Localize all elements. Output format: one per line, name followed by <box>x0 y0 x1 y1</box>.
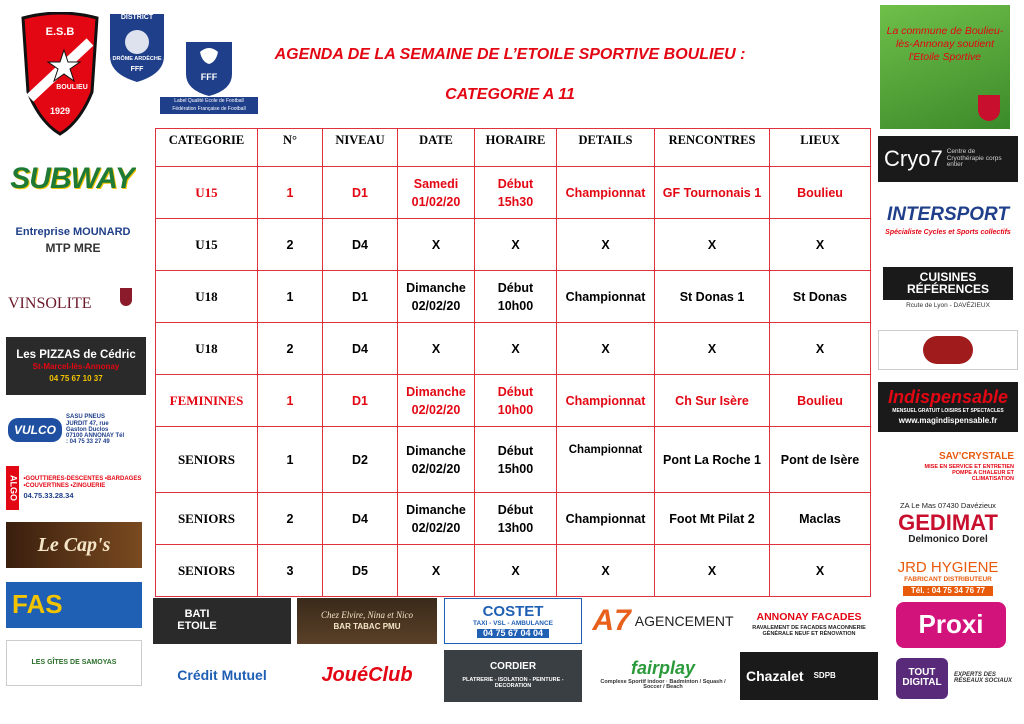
cell-rencontre: X <box>655 219 770 271</box>
cell-rencontre: Pont La Roche 1 <box>655 427 770 493</box>
sponsor-a7 <box>592 598 734 644</box>
subway-logo-text: SUBWAY <box>10 162 134 196</box>
cell-numero: 3 <box>258 545 323 597</box>
cell-horaire-value: 10h00 <box>497 298 534 313</box>
cell-horaire-label: Début <box>497 443 534 458</box>
club-badge-year: 1929 <box>49 106 71 116</box>
sdpb-text: SDPB <box>813 670 836 680</box>
district-badge <box>108 12 166 84</box>
vulco-info: SASU PNEUS JURDIT 47, rue Gaston Duclos 07100 ANNONAY Tél : 04 75 33 27 49 <box>66 414 125 446</box>
cell-date: X <box>398 323 475 375</box>
cell-lieu: X <box>770 219 871 271</box>
cell-horaire <box>475 271 557 323</box>
commune-sponsor <box>880 5 1010 129</box>
table-row <box>156 427 871 493</box>
algo-tel: 04.75.33.28.34 <box>23 490 74 500</box>
vulco-logo: VULCO <box>8 418 62 443</box>
cell-details: Championnat <box>557 375 655 427</box>
sponsor-gedimat <box>878 498 1018 550</box>
gedimat-top: ZA Le Mas 07430 Davézieux <box>900 501 996 511</box>
mounard-title: Entreprise MOUNARD <box>15 225 131 238</box>
chez-elvire-text: Chez Elvire, Nina et Nico <box>321 609 413 620</box>
cell-date <box>398 167 475 219</box>
wine-glass-icon <box>120 288 132 306</box>
cell-categorie: SENIORS <box>156 427 258 493</box>
cordier-text: CORDIER <box>489 660 537 672</box>
cell-horaire <box>475 167 557 219</box>
cell-categorie: SENIORS <box>156 493 258 545</box>
vinsolite-text: VINSOLITE <box>8 294 92 312</box>
sponsor-vinsolite <box>8 282 138 326</box>
sponsor-chazalet <box>740 652 878 700</box>
cell-niveau: D5 <box>323 545 398 597</box>
chef-hat-icon <box>923 336 973 364</box>
cell-numero: 2 <box>258 219 323 271</box>
sponsor-pizzas <box>6 337 146 395</box>
cell-rencontre: Foot Mt Pilat 2 <box>655 493 770 545</box>
cell-horaire-value: 15h00 <box>497 461 534 476</box>
sponsor-lecaps <box>6 522 142 568</box>
fairplay-text: fairplay <box>630 657 696 678</box>
pizzas-sub: St-Marcel-lès-Annonay <box>32 362 120 372</box>
sponsor-fas <box>6 582 142 628</box>
algo-logo: ALGO <box>6 466 19 510</box>
sponsor-chez-elvire <box>297 598 437 644</box>
cell-niveau: D2 <box>323 427 398 493</box>
cell-details: X <box>557 545 655 597</box>
jrd-text: JRD HYGIENE <box>897 559 999 577</box>
cell-date-value: 01/02/20 <box>411 194 461 209</box>
toutdigital-text: TOUT DIGITAL <box>896 658 948 699</box>
page-subtitle: CATEGORIE A 11 <box>445 86 575 103</box>
costet-text: COSTET <box>482 603 544 620</box>
cell-niveau: D4 <box>323 219 398 271</box>
fff-label-line1: Label Qualité Ecole de Football <box>174 98 244 104</box>
toutdigital-sub: EXPERTS DES RÉSEAUX SOCIAUX <box>954 671 1013 684</box>
cell-date-day: Dimanche <box>406 502 466 517</box>
district-region: DRÔME ARDÈCHE <box>112 56 162 62</box>
gedimat-sub: Delmonico Dorel <box>908 534 988 546</box>
cell-lieu: X <box>770 323 871 375</box>
cell-horaire: X <box>475 323 557 375</box>
district-fff: FFF <box>130 66 144 73</box>
sponsor-cuisines <box>878 262 1018 314</box>
lecaps-text: Le Cap's <box>37 533 111 556</box>
table-row <box>156 271 871 323</box>
cell-date-day: Samedi <box>413 176 459 191</box>
cell-niveau: D1 <box>323 375 398 427</box>
header-horaire: HORAIRE <box>475 129 557 167</box>
sponsor-credit-mutuel <box>153 652 291 698</box>
club-badge-initials: E.S.B <box>45 26 75 38</box>
a7-mark: A7 <box>592 604 631 638</box>
sponsor-cordier <box>444 650 582 702</box>
district-label: DISTRICT <box>120 14 154 21</box>
header-numero: N° <box>258 129 323 167</box>
chez-elvire-sub: BAR TABAC PMU <box>333 622 401 632</box>
commune-sponsor-text: La commune de Boulieu-lès-Annonay soutient l'Etoile Sportive <box>886 25 1004 63</box>
cell-horaire <box>475 493 557 545</box>
cell-details: Championnat <box>557 427 655 493</box>
sponsor-cryo7 <box>878 136 1018 182</box>
sponsor-algo <box>6 466 142 510</box>
a7-text: AGENCEMENT <box>634 612 734 629</box>
cell-lieu: Boulieu <box>770 375 871 427</box>
cell-date-value: 02/02/20 <box>411 298 461 313</box>
sponsor-indispensable <box>878 382 1018 432</box>
cell-niveau: D4 <box>323 323 398 375</box>
annonay-facades-text: ANNONAY FACADES <box>756 611 862 624</box>
cell-date-day: Dimanche <box>406 280 466 295</box>
sponsor-jrd <box>878 554 1018 602</box>
cell-lieu: St Donas <box>770 271 871 323</box>
header-details: DETAILS <box>557 129 655 167</box>
sponsor-subway <box>8 158 136 200</box>
cell-horaire-value: 10h00 <box>497 402 534 417</box>
cell-niveau: D1 <box>323 271 398 323</box>
fff-text: FFF <box>200 72 218 82</box>
cell-horaire-value: 13h00 <box>497 520 534 535</box>
sponsor-jouetclub <box>297 650 437 700</box>
table-header-row <box>156 129 871 167</box>
header-niveau: NIVEAU <box>323 129 398 167</box>
cell-lieu: X <box>770 545 871 597</box>
cell-details: Championnat <box>557 493 655 545</box>
cell-lieu: Boulieu <box>770 167 871 219</box>
sponsor-savcrystale <box>878 444 1018 490</box>
indispensable-url: www.magindispensable.fr <box>898 416 998 426</box>
commune-crest-icon <box>978 95 1000 121</box>
sponsor-annonay-facades <box>740 602 878 648</box>
table-row <box>156 545 871 597</box>
cell-niveau: D4 <box>323 493 398 545</box>
sponsor-gites <box>6 640 142 686</box>
cryo7-text: Cryo7 <box>884 146 943 172</box>
cell-categorie: U18 <box>156 323 258 375</box>
fairplay-sub: Complexe Sportif indoor · Badminton / Squash / Soccer / Beach <box>600 678 726 691</box>
cell-categorie: SENIORS <box>156 545 258 597</box>
cell-horaire-label: Début <box>497 176 534 191</box>
annonay-facades-sub: RAVALEMENT DE FACADES MACONNERIE GÉNÉRALE NEUF ET RÉNOVATION <box>752 625 866 637</box>
agenda-table <box>155 128 871 597</box>
cell-rencontre: St Donas 1 <box>655 271 770 323</box>
table-row <box>156 375 871 427</box>
cell-date-value: 02/02/20 <box>411 520 461 535</box>
cell-horaire: X <box>475 219 557 271</box>
cell-numero: 1 <box>258 427 323 493</box>
header-rencontres: RENCONTRES <box>655 129 770 167</box>
costet-tel: 04 75 67 04 04 <box>477 629 549 638</box>
cell-lieu: Maclas <box>770 493 871 545</box>
cell-categorie: U15 <box>156 219 258 271</box>
cell-date <box>398 271 475 323</box>
cell-numero: 2 <box>258 323 323 375</box>
table-row <box>156 167 871 219</box>
cordier-sub: PLATRERIE - ISOLATION - PEINTURE - DECORATION <box>462 677 564 690</box>
cell-details: Championnat <box>557 271 655 323</box>
proxi-text: Proxi <box>918 609 984 640</box>
district-shield-icon <box>108 12 166 84</box>
cell-details: X <box>557 219 655 271</box>
sponsor-vulco <box>8 408 142 452</box>
cuisines-sub: Rcute de Lyon - DAVÉZIEUX <box>906 301 990 309</box>
header-lieux: LIEUX <box>770 129 871 167</box>
batietoile-text: BATI ETOILE <box>177 608 217 632</box>
cell-numero: 1 <box>258 271 323 323</box>
chazalet-text: Chazalet <box>746 667 804 684</box>
cell-horaire <box>475 375 557 427</box>
club-badge-name: BOULIEU <box>56 84 88 91</box>
fff-label-line2: Fédération Française de Football <box>172 106 246 112</box>
club-badge <box>20 12 100 136</box>
fff-label-logo <box>160 40 258 114</box>
jrd-sub: FABRICANT DISTRIBUTEUR <box>904 575 992 583</box>
sponsor-costet <box>444 598 582 644</box>
header-categorie: CATEGORIE <box>156 129 258 167</box>
cell-rencontre: GF Tournonais 1 <box>655 167 770 219</box>
indispensable-text: Indispensable <box>887 387 1009 408</box>
cell-horaire-label: Début <box>497 384 534 399</box>
cell-horaire-label: Début <box>497 502 534 517</box>
page-title: AGENDA DE LA SEMAINE DE L’ETOILE SPORTIVE BOULIEU : <box>274 46 746 63</box>
cell-horaire-label: Début <box>497 280 534 295</box>
cell-numero: 2 <box>258 493 323 545</box>
cell-date <box>398 427 475 493</box>
cell-niveau: D1 <box>323 167 398 219</box>
cell-categorie: U15 <box>156 167 258 219</box>
cell-horaire: X <box>475 545 557 597</box>
table-row <box>156 219 871 271</box>
table-row <box>156 323 871 375</box>
algo-text-block <box>23 476 142 499</box>
sponsor-fairplay <box>592 650 734 700</box>
cell-date: X <box>398 219 475 271</box>
cell-date-value: 02/02/20 <box>411 461 461 476</box>
fff-crest-icon <box>160 40 258 98</box>
sponsor-toques <box>878 330 1018 370</box>
cell-numero: 1 <box>258 375 323 427</box>
intersport-text: INTERSPORT <box>886 204 1010 226</box>
cell-rencontre: X <box>655 545 770 597</box>
cell-rencontre: X <box>655 323 770 375</box>
cell-horaire-value: 15h30 <box>497 194 534 209</box>
cell-details: X <box>557 323 655 375</box>
sponsor-mounard <box>8 218 138 264</box>
fas-text: FAS <box>12 589 63 620</box>
cell-rencontre: Ch Sur Isère <box>655 375 770 427</box>
cell-date <box>398 375 475 427</box>
sponsor-toutdigital <box>896 654 1020 702</box>
pizzas-title: Les PIZZAS de Cédric <box>16 349 136 362</box>
mounard-sub: MTP MRE <box>45 241 101 256</box>
cell-categorie: U18 <box>156 271 258 323</box>
pizzas-tel: 04 75 67 10 37 <box>49 373 103 383</box>
cryo7-sub: Centre de Cryothérapie corps entier <box>946 147 1002 169</box>
sponsor-proxi <box>896 602 1006 648</box>
intersport-sub: Spécialiste Cycles et Sports collectifs <box>885 229 1011 237</box>
cell-numero: 1 <box>258 167 323 219</box>
gedimat-text: GEDIMAT <box>898 510 998 536</box>
cell-horaire <box>475 427 557 493</box>
credit-mutuel-text: Crédit Mutuel <box>177 666 267 683</box>
cell-date-day: Dimanche <box>406 443 466 458</box>
cell-date: X <box>398 545 475 597</box>
cell-lieu: Pont de Isère <box>770 427 871 493</box>
gites-text: LES GÎTES DE SAMOYAS <box>31 659 117 667</box>
jrd-tel: Tél. : 04 75 34 76 77 <box>903 586 993 596</box>
cell-details: Championnat <box>557 167 655 219</box>
header-date: DATE <box>398 129 475 167</box>
cell-categorie: FEMININES <box>156 375 258 427</box>
indispensable-sub: MENSUEL GRATUIT LOISIRS ET SPECTACLES <box>892 408 1004 415</box>
savcrystale-text: SAV'CRYSTALE <box>939 450 1014 462</box>
algo-info: •GOUTTIERES-DESCENTES •BARDAGES •COUVERTINES •ZINGUERIE <box>23 476 142 489</box>
savcrystale-sub: MISE EN SERVICE ET ENTRETIEN POMPE A CHALEUR ET CLIMATISATION <box>924 464 1014 482</box>
jouetclub-text: JouéClub <box>321 663 413 686</box>
cell-date-day: Dimanche <box>406 384 466 399</box>
fff-label-band <box>160 97 258 114</box>
table-row <box>156 493 871 545</box>
sponsor-batietoile <box>153 598 291 644</box>
cell-date-value: 02/02/20 <box>411 402 461 417</box>
cell-date <box>398 493 475 545</box>
cuisines-text: CUISINES RÉFÉRENCES <box>883 267 1013 300</box>
costet-sub: TAXI - VSL - AMBULANCE <box>472 619 554 627</box>
sponsor-intersport <box>878 196 1018 246</box>
